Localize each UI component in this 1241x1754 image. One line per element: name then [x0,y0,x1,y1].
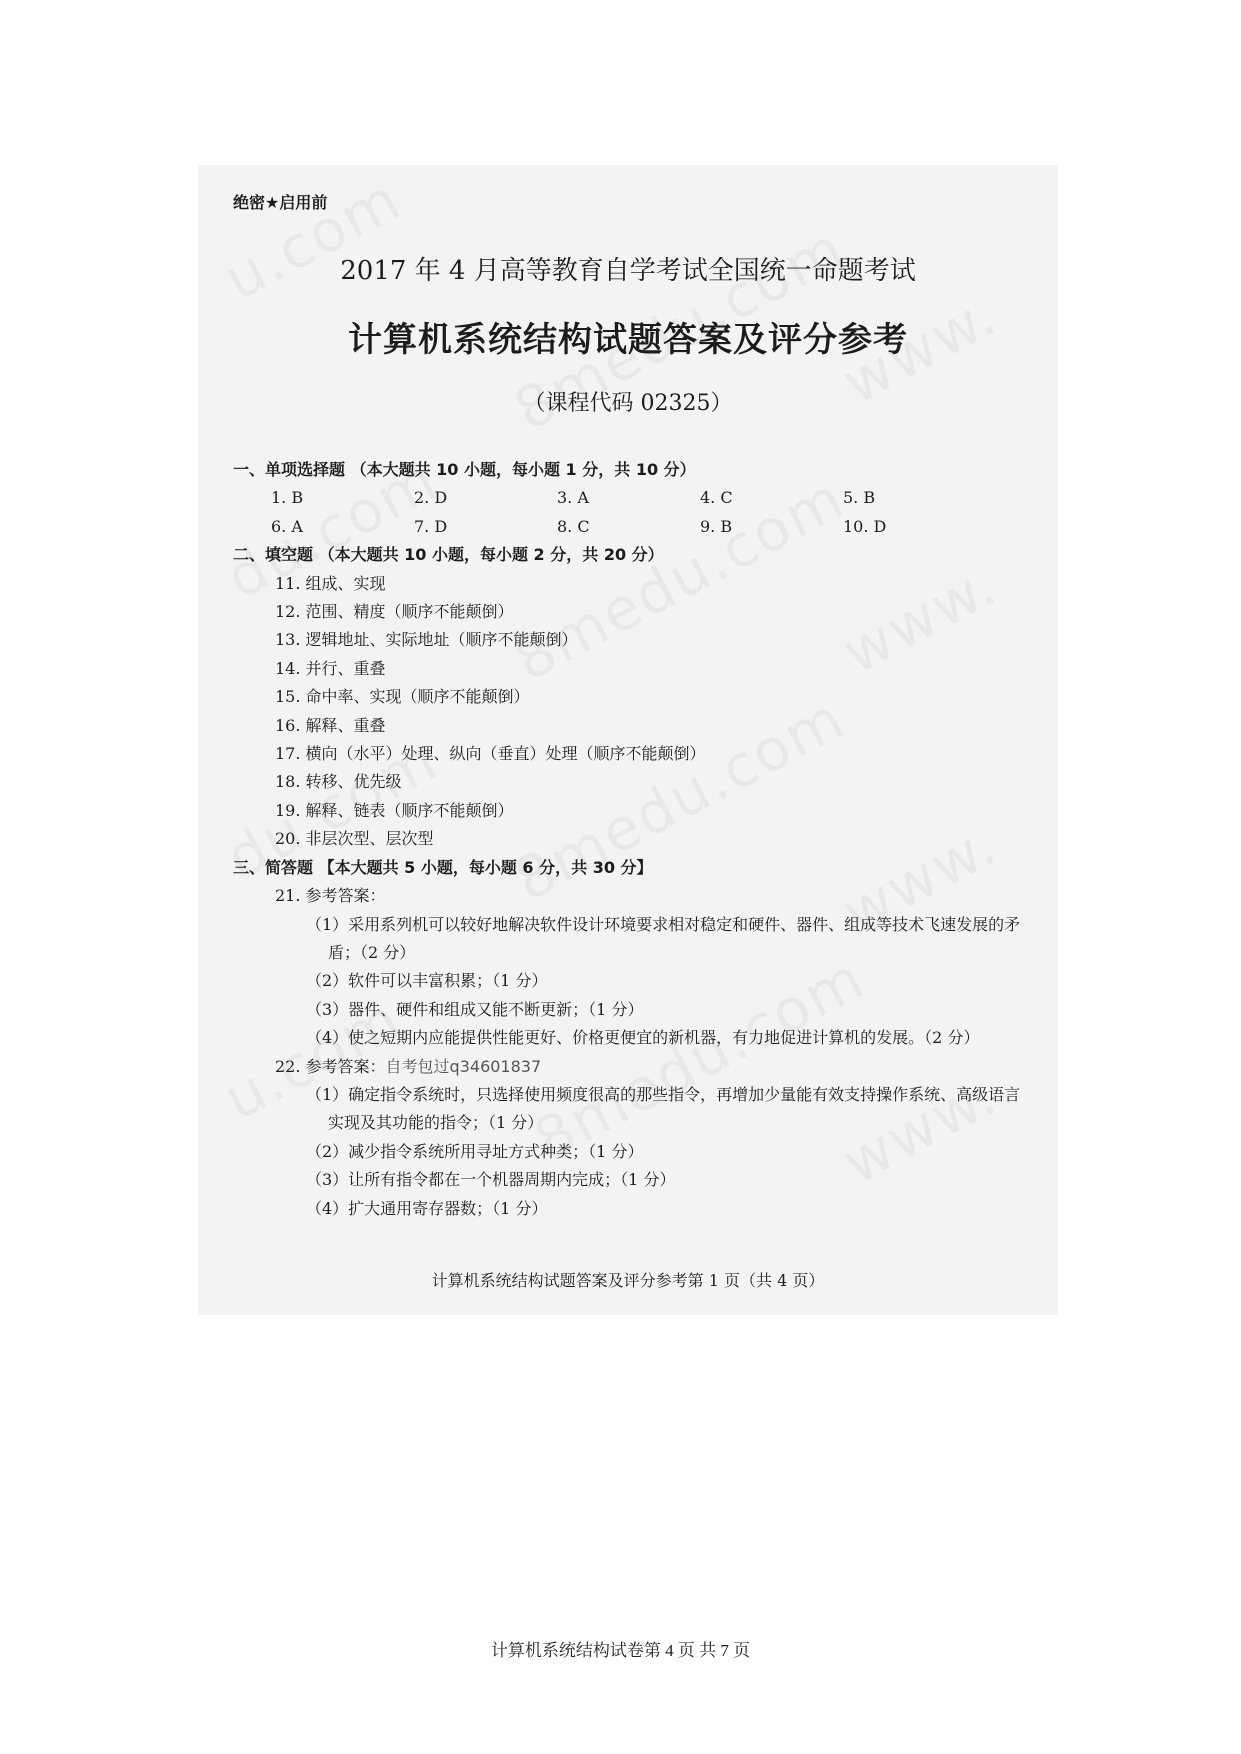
fill-answer: 14. 并行、重叠 [275,658,386,678]
exam-title: 2017 年 4 月高等教育自学考试全国统一命题考试 [340,256,916,286]
q21-point: （1）采用系列机可以较好地解决软件设计环境要求相对稳定和硬件、器件、组成等技术飞速发展的矛盾；（2 分） [306,914,1021,962]
q21-label: 21. 参考答案： [275,886,386,906]
fill-answer: 20. 非层次型、层次型 [275,829,434,849]
fill-answer: 16. 解释、重叠 [275,715,386,735]
mc-answer: 6. A [271,516,303,536]
q21-point: （3）器件、硬件和组成又能不断更新；（1 分） [306,999,644,1019]
fill-answer: 19. 解释、链表（顺序不能颠倒） [275,800,514,820]
course-code: （课程代码 02325） [523,391,733,416]
fill-answer: 17. 横向（水平）处理、纵向（垂直）处理（顺序不能颠倒） [275,744,706,764]
secret-label: 绝密★启用前 [233,193,328,212]
fill-answer: 11. 组成、实现 [275,573,386,593]
q21-point: （4）使之短期内应能提供性能更好、价格更便宜的新机器，有力地促进计算机的发展。（2 分） [306,1028,980,1048]
fill-answer: 12. 范围、精度（顺序不能颠倒） [275,602,514,622]
mc-answer: 8. C [557,516,590,536]
section-2-title: 二、填空题 （本大题共 10 小题，每小题 2 分，共 20 分） [233,545,664,565]
mc-answer: 4. C [700,488,733,508]
mc-answers [233,484,1033,541]
q22-label: 22. 参考答案： [275,1056,386,1076]
q21-point: （2）软件可以丰富积累；（1 分） [306,971,548,991]
section-1-title: 一、单项选择题 （本大题共 10 小题，每小题 1 分，共 10 分） [233,460,696,479]
mc-answer: 10. D [843,516,887,536]
q22-point: （3）让所有指令都在一个机器周期内完成；（1 分） [306,1170,676,1190]
mc-answer: 2. D [414,488,448,508]
q22-point: （4）扩大通用寄存器数；（1 分） [306,1198,548,1218]
answer-content [233,456,1033,1223]
q22-point: （2）减少指令系统所用寻址方式种类；（1 分） [306,1141,644,1161]
overlay-text: 自考包过q34601837 [385,1056,542,1076]
mc-answer: 9. B [700,516,733,536]
q22-point: （1）确定指令系统时，只选择使用频度很高的那些指令，再增加少量能有效支持操作系统、高级语言实现及其功能的指令；（1 分） [306,1084,1021,1133]
subject-title: 计算机系统结构试题答案及评分参考 [348,320,908,360]
watermark [213,165,412,314]
page-footer: 计算机系统结构试卷第 4 页 共 7 页 [490,1641,751,1660]
fill-answer: 15. 命中率、实现（顺序不能颠倒） [275,687,530,707]
section-3-title: 三、简答题 【本大题共 5 小题，每小题 6 分，共 30 分】 [233,857,653,877]
q22-label-row [233,1053,1033,1081]
fill-answer: 13. 逻辑地址、实际地址（顺序不能颠倒） [275,630,578,650]
fill-answer: 18. 转移、优先级 [275,772,402,792]
scan-page-footer: 计算机系统结构试题答案及评分参考第 1 页（共 4 页） [431,1271,825,1290]
mc-answer: 1. B [271,488,304,508]
mc-answer: 7. D [414,516,448,536]
mc-answer: 5. B [843,488,876,508]
mc-answer: 3. A [557,488,589,508]
